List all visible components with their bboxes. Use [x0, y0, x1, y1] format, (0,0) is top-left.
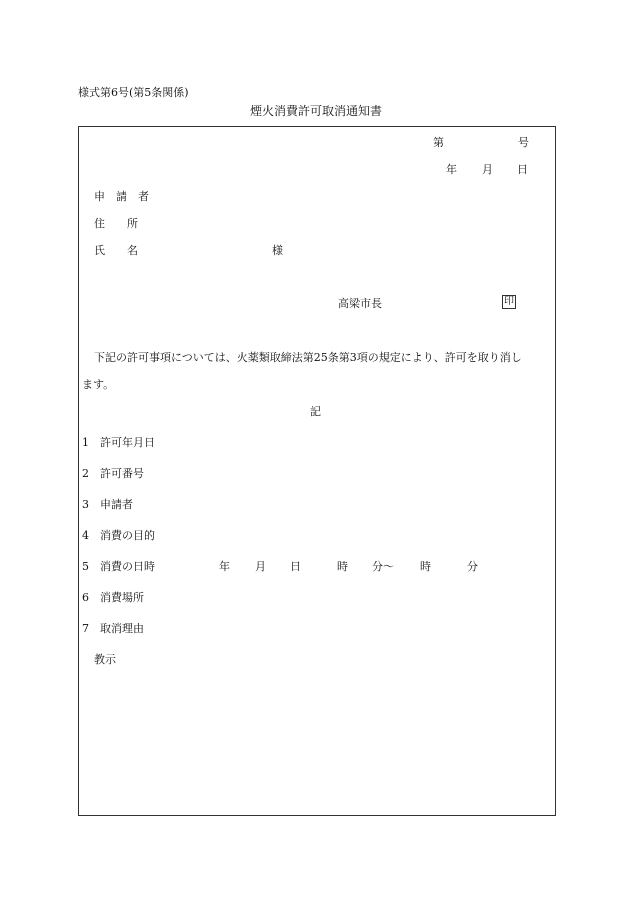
- item-6-num: 6: [82, 591, 89, 604]
- date-year: 年: [446, 163, 457, 176]
- datetime-hour-2: 時: [420, 560, 431, 573]
- name-label: 氏 名: [94, 244, 138, 257]
- datetime-year: 年: [219, 560, 230, 573]
- item-5-label: 消費の日時: [100, 560, 155, 573]
- ki-heading: 記: [310, 405, 321, 418]
- item-7-label: 取消理由: [100, 622, 144, 635]
- seal-mark: 印: [504, 296, 514, 307]
- body-line-2: ます。: [82, 378, 115, 391]
- doc-no-dai: 第: [433, 136, 444, 149]
- datetime-minute-2: 分: [467, 560, 478, 573]
- document-title: 煙火消費許可取消通知書: [250, 104, 383, 118]
- date-day: 日: [517, 163, 528, 176]
- item-7-num: 7: [82, 622, 89, 635]
- datetime-minute-to: 分～: [372, 560, 394, 573]
- address-label: 住 所: [94, 217, 138, 230]
- item-2-label: 許可番号: [100, 467, 144, 480]
- datetime-day: 日: [290, 560, 301, 573]
- item-6-label: 消費場所: [100, 591, 144, 604]
- form-number: 様式第6号(第5条関係): [78, 86, 189, 99]
- honorific: 様: [272, 244, 283, 257]
- item-3-label: 申請者: [100, 498, 133, 511]
- item-4-num: 4: [82, 529, 89, 542]
- item-2-num: 2: [82, 467, 89, 480]
- doc-no-go: 号: [518, 136, 529, 149]
- datetime-month: 月: [255, 560, 266, 573]
- applicant-label: 申 請 者: [94, 190, 149, 203]
- instruction-label: 教示: [94, 653, 116, 666]
- item-5-num: 5: [82, 560, 89, 573]
- datetime-hour: 時: [337, 560, 348, 573]
- item-1-num: 1: [82, 436, 89, 449]
- issuer-name: 高梁市長: [338, 297, 382, 310]
- item-1-label: 許可年月日: [100, 436, 155, 449]
- date-month: 月: [482, 163, 493, 176]
- item-3-num: 3: [82, 498, 89, 511]
- body-line-1: 下記の許可事項については、火薬類取締法第25条第3項の規定により、許可を取り消し: [94, 351, 522, 364]
- form-frame: [78, 126, 556, 816]
- item-4-label: 消費の目的: [100, 529, 155, 542]
